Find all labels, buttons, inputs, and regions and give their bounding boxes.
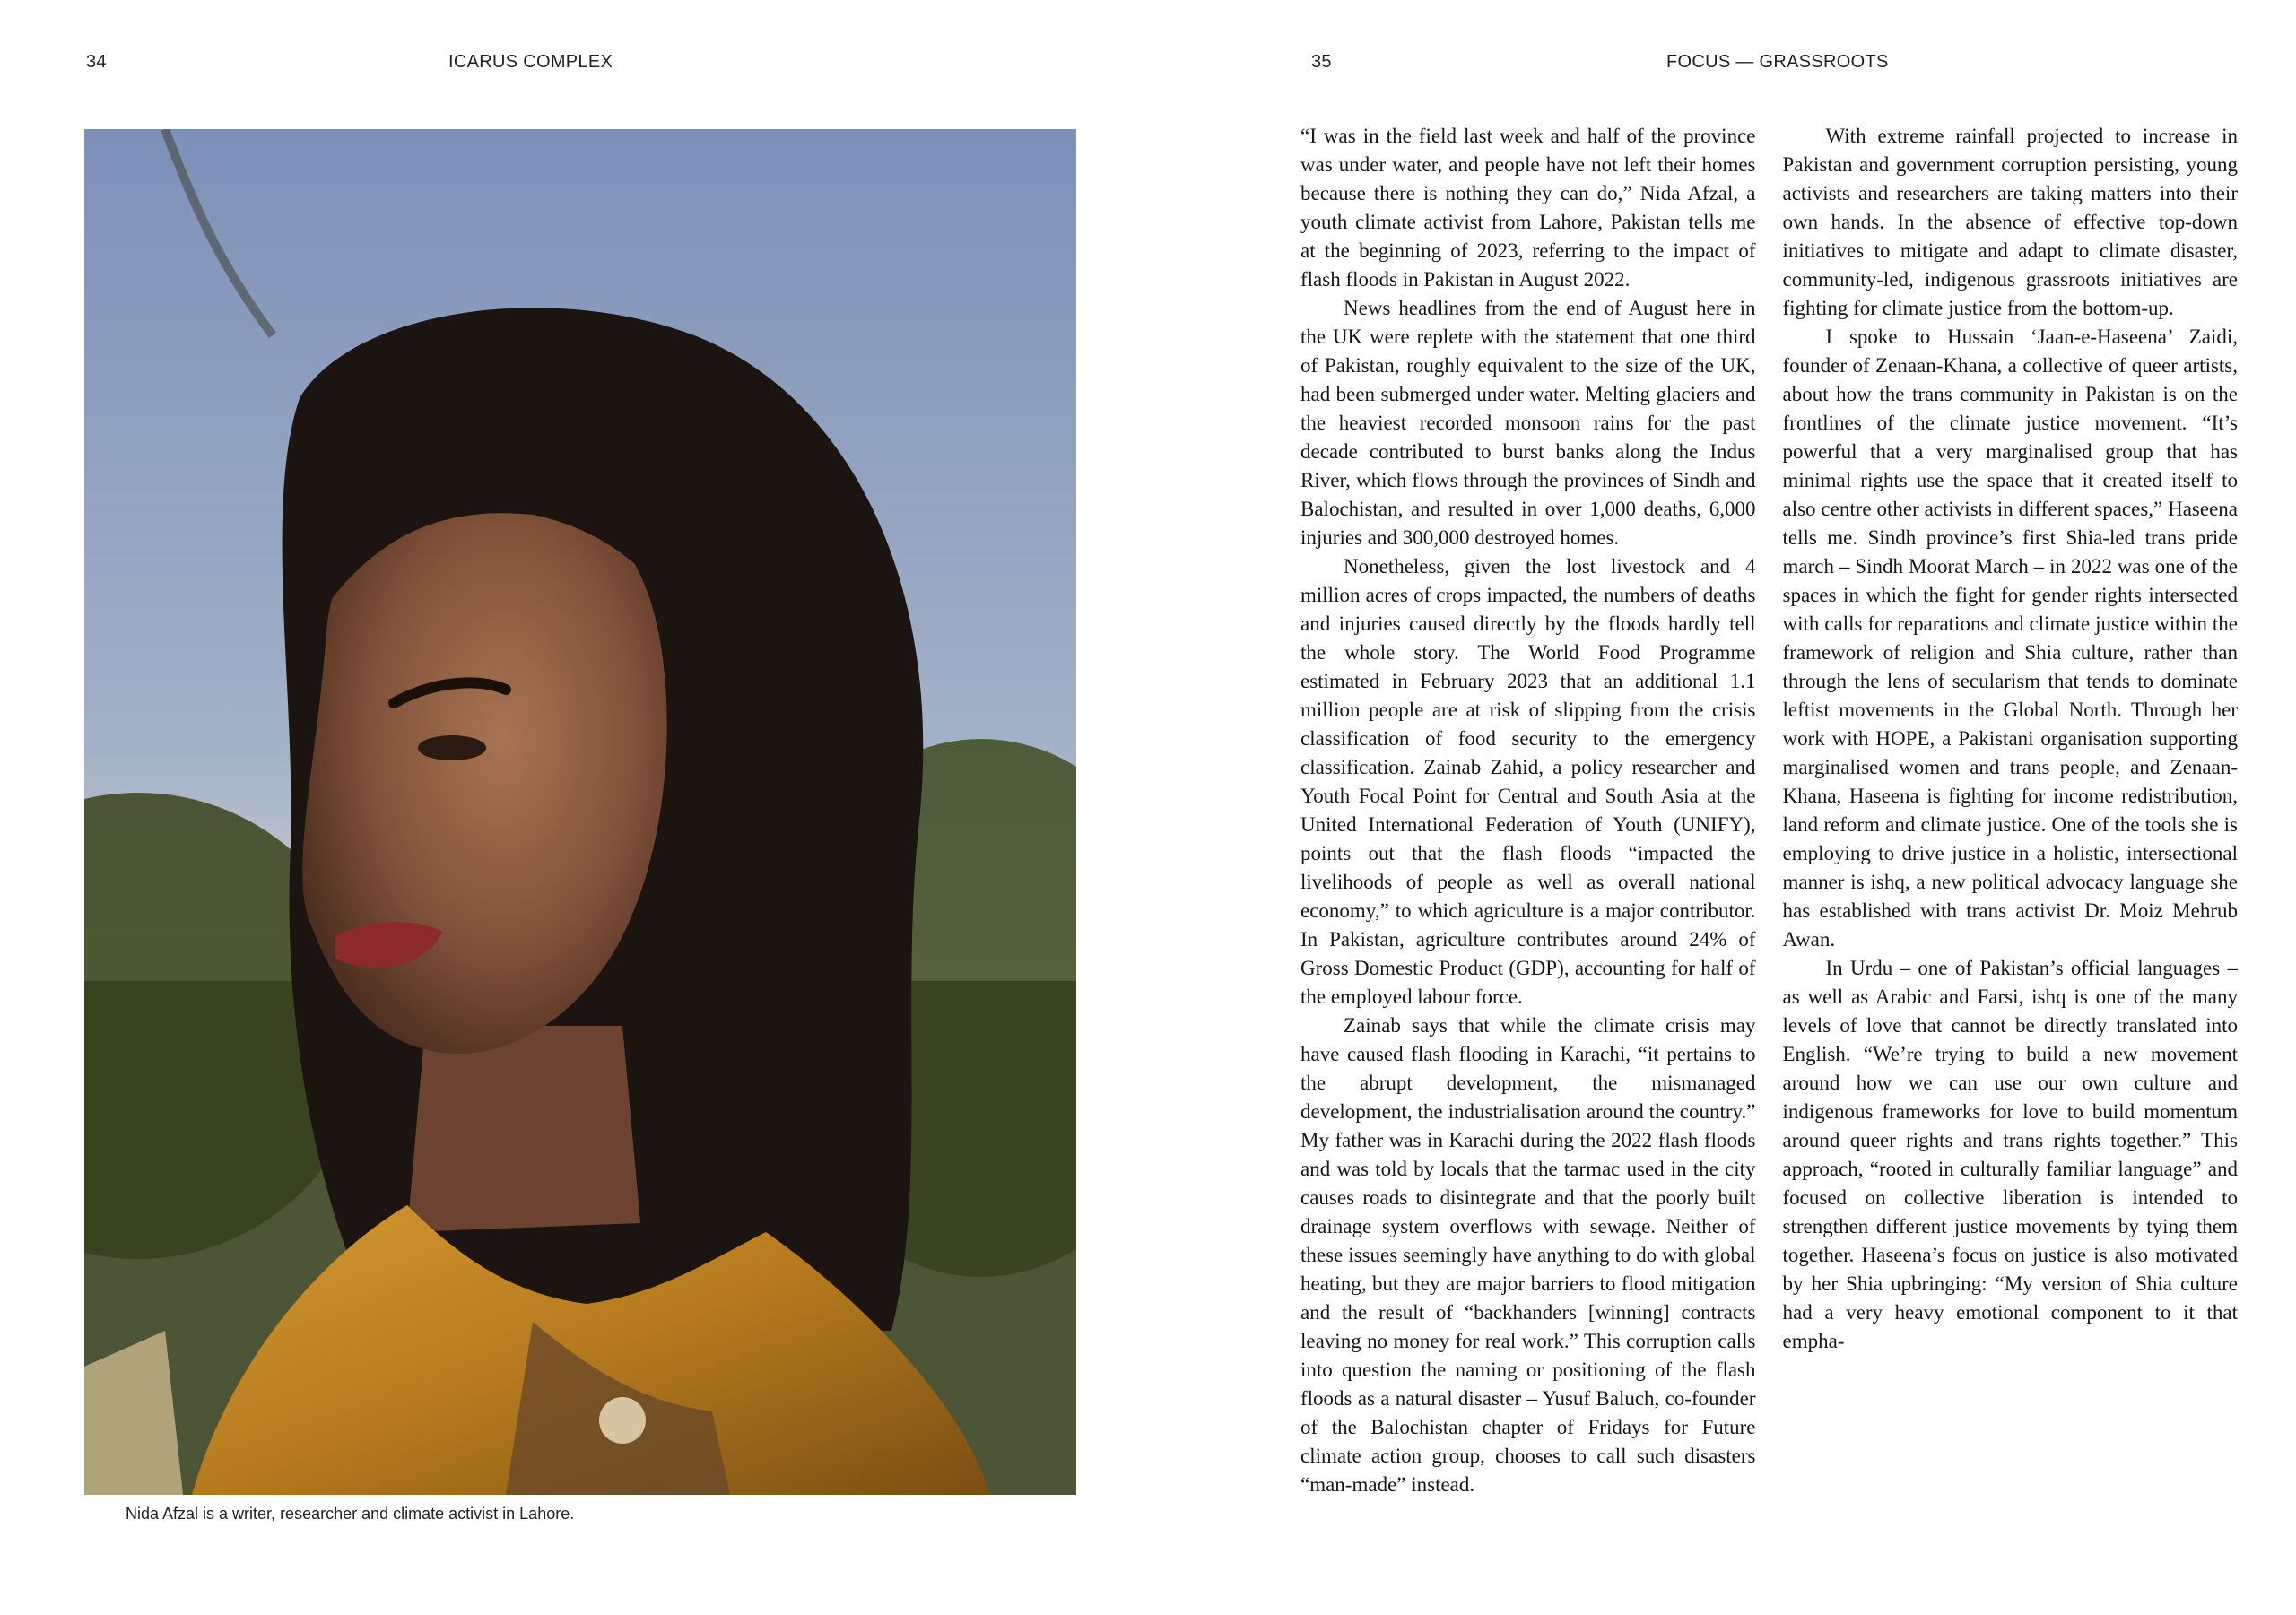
eye (418, 735, 486, 760)
article-body (1300, 122, 2238, 1539)
garment-flower (599, 1397, 646, 1444)
article-paragraph: Nonetheless, given the lost livestock and 4 million acres of crops impacted, the numbers of deaths and injuries caused directly by the floods hardly tell the whole story. The World Food Programme estimated in February 2023 that an additional 1.1 million people are at risk of slipping from the crisis classification of food security to the emergency classification. Zainab Zahid, a policy researcher and Youth Focal Point for Central and South Asia at the United International Federation of Youth (UNIFY), points out that the flash floods “impacted the livelihoods of people as well as overall national economy,” to which agriculture is a major contributor. In Pakistan, agriculture contributes around 24% of Gross Domestic Product (GDP), accounting for half of the employed labour force. (1300, 555, 1756, 1008)
page-number-right: 35 (1311, 52, 1332, 72)
page-number-left: 34 (86, 52, 107, 72)
neck (407, 1026, 640, 1232)
running-title-right: FOCUS — GRASSROOTS (1666, 52, 1889, 72)
article-paragraph: With extreme rainfall projected to increase in Pakistan and government corruption persisting, young activists and researchers are taking matters into their own hands. In the absence of effective top-down initiatives to mitigate and adapt to climate disaster, community-led, indigenous grassroots initiatives are fighting for climate justice from the bottom-up. (1782, 125, 2238, 319)
article-paragraph: I spoke to Hussain ‘Jaan-e-Haseena’ Zaidi, founder of Zenaan-Khana, a collective of queer artists, about how the trans community in Pakistan is on the frontlines of the climate justice movement. “It’s powerful that a very marginalised group that has minimal rights use the space that it created itself to also centre other activists in different spaces,” Haseena tells me. Sindh province’s first Shia-led trans pride march – Sindh Moorat March – in 2022 was one of the spaces in which the fight for gender rights intersected with calls for reparations and climate justice within the framework of religion and Shia culture, rather than through the lens of secularism that tends to dominate leftist movements in the Global North. Through her work with HOPE, a Pakistani organisation supporting marginalised women and trans people, and Zenaan-Khana, Haseena is fighting for income redistribution, land reform and climate justice. One of the tools she is employing to drive justice in a holistic, intersectional manner is ishq, a new political advocacy language she has established with trans activist Dr. Moiz Mehrub Awan. (1782, 326, 2238, 951)
running-title-left: ICARUS COMPLEX (448, 52, 613, 72)
portrait-illustration (84, 129, 1076, 1495)
photo-caption: Nida Afzal is a writer, researcher and climate activist in Lahore. (126, 1505, 575, 1523)
article-paragraph: In Urdu – one of Pakistan’s official languages – as well as Arabic and Farsi, ishq is one of the many levels of love that cannot be directly translated into English. “We’re trying to build a new movement around how we can use our own culture and indigenous frameworks for love to build momentum around queer rights and trans rights together.” This approach, “rooted in culturally familiar language” and focused on collective liberation is intended to strengthen different justice movements by tying them together. Haseena’s focus on justice is also motivated by her Shia upbringing: “My version of Shia culture had a very heavy emotional component to it that empha- (1782, 957, 2238, 1352)
article-paragraph: News headlines from the end of August here in the UK were replete with the statement that one third of Pakistan, roughly equivalent to the size of the UK, had been submerged under water. Melting glaciers and the heaviest recorded monsoon rains for the past decade contributed to burst banks along the Indus River, which flows through the provinces of Sindh and Balochistan, and resulted in over 1,000 deaths, 6,000 injuries and 300,000 destroyed homes. (1300, 297, 1756, 549)
article-paragraph: Zainab says that while the climate crisis may have caused flash flooding in Karachi, “it pertains to the abrupt development, the mismanaged development, the industrialisation around the country.” My father was in Karachi during the 2022 flash floods and was told by locals that the tarmac used in the city causes roads to disintegrate and that the poorly built drainage system overflows with sewage. Neither of these issues seemingly have anything to do with global heating, but they are major barriers to flood mitigation and the result of “backhanders [winning] contracts leaving no money for real work.” This corruption calls into question the naming or positioning of the flash floods as a natural disaster – Yusuf Baluch, co-founder of the Balochistan chapter of Fridays for Future climate action group, chooses to call such disasters “man-made” instead. (1300, 1014, 1756, 1496)
article-paragraph: “I was in the field last week and half of the province was under water, and people have not left their homes because there is nothing they can do,” Nida Afzal, a youth climate activist from Lahore, Pakistan tells me at the beginning of 2023, referring to the impact of flash floods in Pakistan in August 2022. (1300, 125, 1756, 291)
portrait-photo (84, 129, 1076, 1495)
